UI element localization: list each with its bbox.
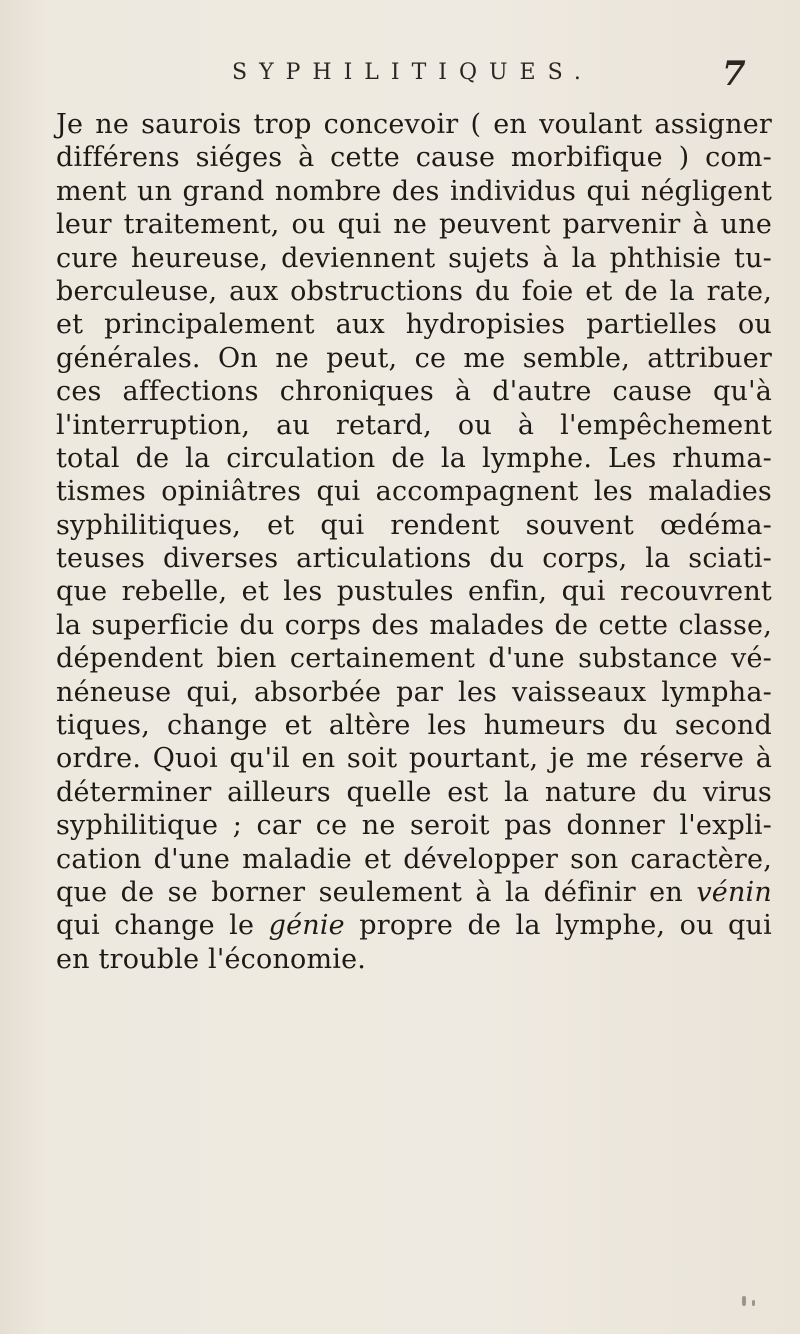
text-line: néneuse qui, absorbée par les vaisseaux lympha-	[56, 676, 772, 708]
text-line: syphilitiques, et qui rendent souvent œdéma-	[56, 509, 772, 541]
text-line: ces affections chroniques à d'autre cause qu'à	[56, 376, 772, 408]
line-text: que de se borner seulement à la définir en	[56, 876, 683, 908]
body-paragraph	[56, 108, 772, 976]
text-line-final: en trouble l'économie.	[56, 943, 367, 975]
text-line: ordre. Quoi qu'il en soit pourtant, je me réserve à	[56, 743, 772, 775]
text-line: ment un grand nombre des individus qui négligent	[56, 175, 772, 207]
paper-speck	[742, 1296, 746, 1306]
text-line: et principalement aux hydropisies partielles ou	[56, 309, 772, 341]
text-line: tiques, change et altère les humeurs du second	[56, 710, 772, 742]
text-line: la superficie du corps des malades de cette classe,	[56, 609, 772, 641]
running-title: SYPHILITIQUES.	[232, 60, 593, 85]
text-line: déterminer ailleurs quelle est la nature du virus	[56, 776, 772, 808]
page-number: 7	[722, 54, 746, 94]
text-line: dépendent bien certainement d'une substance vé-	[56, 643, 772, 675]
text-line: différens siéges à cette cause morbifique ) com-	[56, 142, 772, 174]
line-text: de la lymphe, ou qui	[467, 910, 772, 942]
text-line: générales. On ne peut, ce me semble, attribuer	[56, 342, 772, 374]
text-line: cure heureuse, deviennent sujets à la phthisie tu-	[56, 242, 772, 274]
paper-speck	[752, 1300, 755, 1306]
text-line: cation d'une maladie et développer son caractère,	[56, 843, 772, 875]
text-line: tismes opiniâtres qui accompagnent les maladies	[56, 476, 772, 508]
italic-word-genie: génie	[268, 910, 345, 942]
text-line-with-italic	[56, 876, 772, 909]
text-line: leur traitement, ou qui ne peuvent parvenir à une	[56, 209, 772, 241]
text-line: berculeuse, aux obstructions du foie et de la rate,	[56, 275, 772, 307]
text-line-with-italic	[56, 909, 772, 942]
text-line: syphilitique ; car ce ne seroit pas donner l'expli-	[56, 810, 772, 842]
text-line: total de la circulation de la lymphe. Les rhuma-	[56, 442, 772, 474]
text-line: teuses diverses articulations du corps, la sciati-	[56, 543, 772, 575]
text-line: l'interruption, au retard, ou à l'empêchement	[56, 409, 772, 441]
line-text: propre	[359, 910, 454, 942]
italic-word-venin: vénin	[696, 876, 772, 908]
line-text: qui change le	[56, 910, 255, 942]
text-line: Je ne saurois trop concevoir ( en voulant assigner	[56, 109, 772, 140]
text-line: que rebelle, et les pustules enfin, qui recouvrent	[56, 576, 772, 608]
running-head	[0, 54, 800, 98]
